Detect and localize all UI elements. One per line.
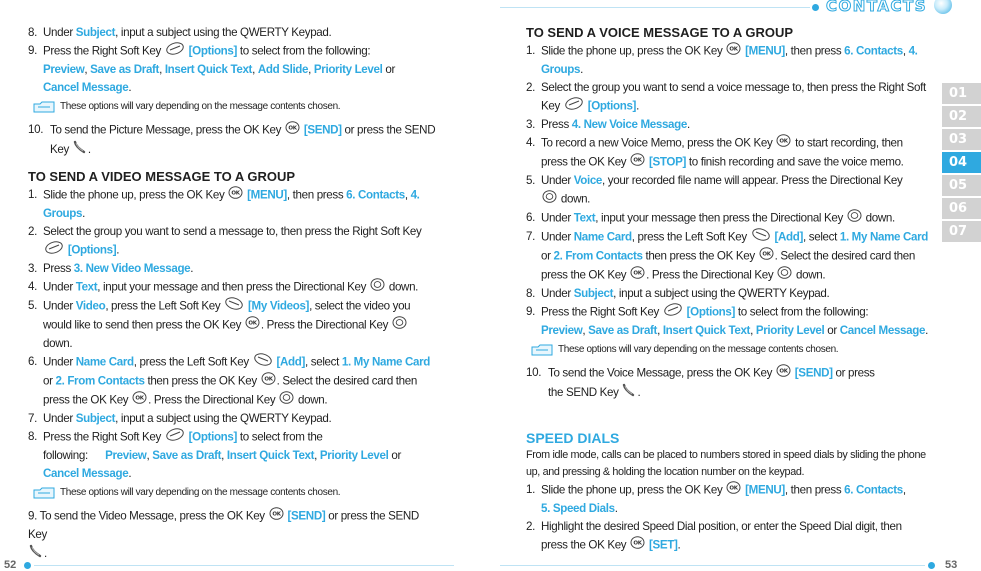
step-item: 8. Press the Right Soft Key [Options] to select from the following: Preview, Save as Draft, Insert Quick Text, Priority Level or Cancel Message.	[28, 428, 436, 483]
step-item: 8. Under Subject, input a subject using the QWERTY Keypad.	[28, 26, 332, 39]
svg-text:OK: OK	[633, 157, 642, 164]
svg-text:OK: OK	[633, 270, 642, 277]
ok-key-icon	[776, 364, 791, 383]
step-item: 9. Press the Right Soft Key [Options] to select from the following: Preview, Save as Draft, Insert Quick Text, Add Slide, Priority Level or Cancel Message.	[28, 42, 436, 97]
svg-text:OK: OK	[135, 395, 144, 402]
header-rule	[500, 7, 810, 8]
left-soft-key-icon	[224, 297, 244, 316]
chapter-tab-active[interactable]: 04	[942, 152, 981, 173]
footer-dot	[928, 562, 935, 569]
ok-key-icon	[261, 372, 276, 391]
chapter-tab[interactable]: 03	[942, 129, 981, 150]
note-icon	[32, 101, 56, 113]
section-heading: TO SEND A VOICE MESSAGE TO A GROUP	[526, 25, 794, 40]
ok-key-icon	[285, 121, 300, 140]
ok-key-icon	[726, 42, 741, 61]
note: These options will vary depending on the message contents chosen.	[28, 99, 436, 115]
chapter-tab[interactable]: 01	[942, 83, 981, 104]
intro-paragraph: From idle mode, calls can be placed to numbers stored in speed dials by sliding the phone up, and pressing & holding the location number on the keypad.	[526, 449, 926, 478]
bubble-icon	[934, 0, 952, 14]
step-item: 7. Under Subject, input a subject using the QWERTY Keypad.	[28, 412, 332, 425]
note-icon	[530, 344, 554, 356]
chapter-tabs	[942, 83, 981, 244]
ok-key-icon	[776, 134, 791, 153]
ok-key-icon	[630, 153, 645, 172]
step-item: 3. Press 4. New Voice Message.	[526, 118, 690, 131]
step-item: 2. Select the group you want to send a message to, then press the Right Soft Key [Options].	[28, 223, 436, 260]
directional-key-icon	[392, 316, 407, 335]
directional-key-icon	[279, 391, 294, 410]
svg-text:OK: OK	[231, 190, 240, 197]
step-item: 1. Slide the phone up, press the OK Key OK [MENU], then press 6. Contacts, 4. Groups.	[28, 188, 420, 220]
note: These options will vary depending on the message contents chosen.	[526, 342, 930, 358]
chapter-tab[interactable]: 05	[942, 175, 981, 196]
section-heading: SPEED DIALS	[526, 430, 620, 446]
svg-text:OK: OK	[729, 46, 738, 53]
right-soft-key-icon	[44, 241, 64, 260]
chapter-tab[interactable]: 02	[942, 106, 981, 127]
step-item: 3. Press 3. New Video Message.	[28, 262, 194, 275]
step-item: 2. Select the group you want to send a voice message to, then press the Right Soft Key [Options].	[526, 79, 930, 116]
page-number-left: 52	[4, 559, 17, 571]
step-item: 9. Press the Right Soft Key [Options] to select from the following: Preview, Save as Draft, Insert Quick Text, Priority Level or Cancel Message.	[526, 303, 930, 340]
svg-text:OK: OK	[729, 485, 738, 492]
header-dot	[812, 4, 819, 11]
right-column	[526, 24, 930, 555]
step-item: 10. To send the Voice Message, press the OK Key OK [SEND] or press the SEND Key .	[526, 364, 930, 403]
step-item: 2. Highlight the desired Speed Dial position, or enter the Speed Dial digit, then press the OK Key OK [SET].	[526, 518, 930, 555]
section-heading: TO SEND A VIDEO MESSAGE TO A GROUP	[28, 169, 296, 184]
ok-key-icon	[269, 507, 284, 526]
step-item: 1. Slide the phone up, press the OK Key OK [MENU], then press 6. Contacts, 5. Speed Dials.	[526, 483, 906, 515]
ok-key-icon	[759, 247, 774, 266]
ok-key-icon	[630, 266, 645, 285]
step-item: 4. Under Text, input your message and then press the Directional Key down.	[28, 278, 436, 297]
step-item: 10. To send the Picture Message, press the OK Key OK [SEND] or press the SEND Key .	[28, 121, 436, 160]
step-item: 6. Under Text, input your message then press the Directional Key down.	[526, 209, 930, 228]
section-title: CONTACTS	[826, 0, 928, 15]
directional-key-icon	[847, 209, 862, 228]
svg-text:OK: OK	[633, 540, 642, 547]
footer-rule	[500, 565, 925, 566]
svg-text:OK: OK	[288, 125, 297, 132]
ok-key-icon	[228, 186, 243, 205]
svg-text:OK: OK	[779, 138, 788, 145]
note: These options will vary depending on the message contents chosen.	[28, 485, 436, 501]
ok-key-icon	[132, 391, 147, 410]
ok-key-icon	[245, 316, 260, 335]
send-key-icon	[622, 383, 636, 403]
step-item: 5. Under Voice, your recorded file name will appear. Press the Directional Key down.	[526, 172, 930, 209]
step-item: 7. Under Name Card, press the Left Soft Key [Add], select 1. My Name Card or 2. From Contacts then press the OK Key OK . Select the desired card then press the OK Key OK . Press the Directional Key down.	[526, 228, 930, 285]
directional-key-icon	[370, 278, 385, 297]
note-icon	[32, 487, 56, 499]
chapter-tab[interactable]: 07	[942, 221, 981, 242]
right-soft-key-icon	[165, 42, 185, 61]
step-item: 9. To send the Video Message, press the OK Key OK [SEND] or press the SEND Key .	[28, 507, 436, 564]
svg-text:OK: OK	[264, 376, 273, 383]
chapter-tab[interactable]: 06	[942, 198, 981, 219]
right-soft-key-icon	[165, 428, 185, 447]
directional-key-icon	[777, 266, 792, 285]
send-key-icon	[29, 544, 43, 564]
left-soft-key-icon	[253, 353, 273, 372]
step-item: 8. Under Subject, input a subject using the QWERTY Keypad.	[526, 287, 830, 300]
left-column	[28, 24, 436, 564]
svg-text:OK: OK	[272, 511, 281, 518]
page-number-right: 53	[945, 559, 958, 571]
directional-key-icon	[542, 190, 557, 209]
send-key-icon	[73, 140, 87, 160]
left-soft-key-icon	[751, 228, 771, 247]
step-item: 1. Slide the phone up, press the OK Key OK [MENU], then press 6. Contacts, 4. Groups.	[526, 44, 918, 76]
step-item: 4. To record a new Voice Memo, press the OK Key OK to start recording, then press the OK Key OK [STOP] to finish recording and save the voice memo.	[526, 134, 930, 172]
svg-text:OK: OK	[779, 368, 788, 375]
svg-text:OK: OK	[762, 251, 771, 258]
step-item: 6. Under Name Card, press the Left Soft Key [Add], select 1. My Name Card or 2. From Contacts then press the OK Key OK . Select the desired card then press the OK Key OK . Press the Directional Key down.	[28, 353, 436, 410]
ok-key-icon	[726, 481, 741, 500]
ok-key-icon	[630, 536, 645, 555]
right-soft-key-icon	[564, 97, 584, 116]
svg-text:OK: OK	[248, 320, 257, 327]
footer-rule	[34, 565, 454, 566]
right-soft-key-icon	[663, 303, 683, 322]
step-item: 5. Under Video, press the Left Soft Key [My Videos], select the video you would like to send then press the OK Key OK . Press the Directional Key down.	[28, 297, 436, 353]
